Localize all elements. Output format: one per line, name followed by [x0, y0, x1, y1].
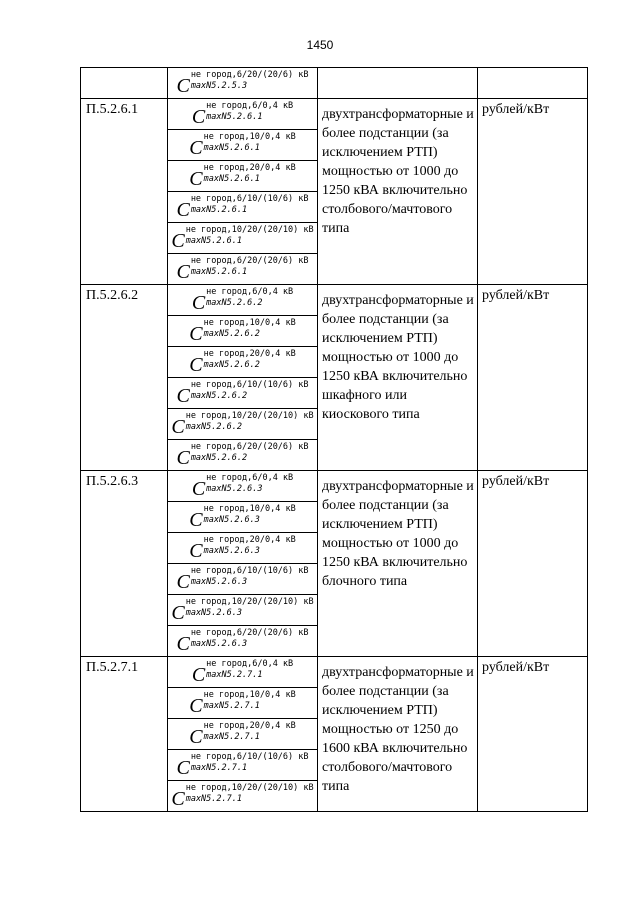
rate-formula	[168, 254, 317, 282]
formula-cell	[168, 192, 318, 223]
formula-symbol: C	[189, 168, 203, 190]
rate-formula	[168, 781, 317, 809]
formula-superscript: не город,10/0,4 кВ	[203, 318, 296, 328]
formula-cell	[168, 68, 318, 99]
formula-subscript: maxN5.2.7.1	[185, 794, 242, 804]
formula-symbol: C	[171, 230, 185, 252]
formula-subscript: maxN5.2.6.1	[190, 267, 248, 277]
formula-symbol: C	[176, 385, 190, 407]
formula-cell	[168, 688, 318, 719]
formula-superscript: не город,6/0,4 кВ	[206, 287, 294, 297]
rate-formula	[168, 595, 317, 623]
formula-subscript: maxN5.2.6.1	[185, 236, 242, 246]
rate-formula	[168, 378, 317, 406]
unit-cell: рублей/кВт	[478, 657, 588, 812]
rate-formula	[168, 99, 317, 127]
description-cell: двухтрансформаторные и более подстанции (за исключением РТП) мощностью от 1000 до 1250 кВА включительно блочного типа	[318, 471, 478, 657]
formula-subscript: maxN5.2.6.2	[203, 329, 260, 339]
formula-superscript: не город,6/0,4 кВ	[206, 101, 294, 111]
formula-symbol: C	[176, 75, 190, 97]
rate-formula	[168, 347, 317, 375]
formula-symbol: C	[189, 137, 203, 159]
formula-subscript: maxN5.2.6.3	[206, 484, 263, 494]
formula-cell	[168, 719, 318, 750]
formula-superscript: не город,10/0,4 кВ	[203, 690, 296, 700]
formula-symbol: C	[189, 354, 203, 376]
unit-cell: рублей/кВт	[478, 99, 588, 285]
formula-subscript: maxN5.2.6.3	[190, 577, 248, 587]
table-row	[81, 285, 588, 316]
formula-symbol: C	[176, 633, 190, 655]
formula-superscript: не город,6/10/(10/6) кВ	[190, 380, 309, 390]
formula-symbol: C	[176, 261, 190, 283]
formula-subscript: maxN5.2.6.3	[203, 546, 260, 556]
formula-symbol: C	[191, 478, 206, 500]
formula-superscript: не город,6/10/(10/6) кВ	[190, 752, 309, 762]
rate-formula	[168, 161, 317, 189]
formula-subscript: maxN5.2.6.3	[203, 515, 260, 525]
formula-superscript: не город,10/20/(20/10) кВ	[185, 783, 314, 793]
formula-symbol: C	[176, 757, 190, 779]
description-cell: двухтрансформаторные и более подстанции (за исключением РТП) мощностью от 1000 до 1250 кВА включительно шкафного или киоскового типа	[318, 285, 478, 471]
rate-formula	[168, 471, 317, 499]
rate-formula	[168, 533, 317, 561]
formula-superscript: не город,20/0,4 кВ	[203, 721, 296, 731]
table-row	[81, 68, 588, 99]
rate-formula	[168, 409, 317, 437]
rate-formula	[168, 688, 317, 716]
formula-subscript: maxN5.2.6.1	[190, 205, 248, 215]
formula-symbol: C	[171, 602, 185, 624]
formula-cell	[168, 99, 318, 130]
formula-subscript: maxN5.2.6.3	[190, 639, 248, 649]
formula-superscript: не город,10/0,4 кВ	[203, 132, 296, 142]
formula-cell	[168, 223, 318, 254]
formula-cell	[168, 130, 318, 161]
formula-cell	[168, 285, 318, 316]
rate-formula	[168, 750, 317, 778]
rate-formula	[168, 316, 317, 344]
formula-superscript: не город,6/10/(10/6) кВ	[190, 194, 309, 204]
formula-superscript: не город,20/0,4 кВ	[203, 163, 296, 173]
code-cell: П.5.2.6.2	[81, 285, 168, 471]
formula-subscript: maxN5.2.7.1	[203, 732, 260, 742]
formula-symbol: C	[171, 416, 185, 438]
rate-formula	[168, 68, 317, 96]
rate-formula	[168, 719, 317, 747]
formula-symbol: C	[176, 199, 190, 221]
description-cell: двухтрансформаторные и более подстанции (за исключением РТП) мощностью от 1250 до 1600 кВА включительно столбового/мачтового типа	[318, 657, 478, 812]
formula-symbol: C	[189, 509, 203, 531]
code-cell: П.5.2.7.1	[81, 657, 168, 812]
formula-cell	[168, 564, 318, 595]
formula-superscript: не город,10/20/(20/10) кВ	[185, 597, 314, 607]
formula-subscript: maxN5.2.6.2	[190, 453, 248, 463]
formula-subscript: maxN5.2.6.3	[185, 608, 242, 618]
formula-subscript: maxN5.2.6.1	[203, 174, 260, 184]
formula-superscript: не город,10/0,4 кВ	[203, 504, 296, 514]
formula-superscript: не город,6/10/(10/6) кВ	[190, 566, 309, 576]
formula-cell	[168, 409, 318, 440]
rate-formula	[168, 130, 317, 158]
formula-cell	[168, 347, 318, 378]
formula-cell	[168, 533, 318, 564]
formula-subscript: maxN5.2.6.2	[185, 422, 242, 432]
code-cell: П.5.2.6.1	[81, 99, 168, 285]
formula-cell	[168, 471, 318, 502]
formula-cell	[168, 254, 318, 285]
formula-subscript: maxN5.2.6.2	[203, 360, 260, 370]
rate-formula	[168, 626, 317, 654]
formula-superscript: не город,6/20/(20/6) кВ	[190, 442, 309, 452]
formula-cell	[168, 440, 318, 471]
formula-symbol: C	[189, 726, 203, 748]
formula-symbol: C	[171, 788, 185, 810]
formula-superscript: не город,20/0,4 кВ	[203, 535, 296, 545]
formula-subscript: maxN5.2.7.1	[190, 763, 248, 773]
description-cell: двухтрансформаторные и более подстанции (за исключением РТП) мощностью от 1000 до 1250 кВА включительно столбового/мачтового типа	[318, 99, 478, 285]
formula-symbol: C	[191, 664, 206, 686]
formula-superscript: не город,20/0,4 кВ	[203, 349, 296, 359]
rate-formula	[168, 192, 317, 220]
formula-symbol: C	[189, 695, 203, 717]
formula-subscript: maxN5.2.6.2	[206, 298, 263, 308]
formula-symbol: C	[189, 323, 203, 345]
formula-subscript: maxN5.2.6.1	[203, 143, 260, 153]
table-row	[81, 471, 588, 502]
rate-formula	[168, 285, 317, 313]
formula-cell	[168, 626, 318, 657]
rate-formula	[168, 657, 317, 685]
formula-cell	[168, 781, 318, 812]
formula-symbol: C	[176, 571, 190, 593]
tariff-table	[80, 67, 588, 812]
formula-subscript: maxN5.2.7.1	[206, 670, 263, 680]
formula-superscript: не город,6/20/(20/6) кВ	[190, 628, 309, 638]
formula-cell	[168, 750, 318, 781]
unit-cell: рублей/кВт	[478, 471, 588, 657]
unit-cell: рублей/кВт	[478, 285, 588, 471]
formula-cell	[168, 378, 318, 409]
formula-symbol: C	[189, 540, 203, 562]
unit-cell	[478, 68, 588, 99]
formula-cell	[168, 595, 318, 626]
table-row	[81, 657, 588, 688]
rate-formula	[168, 440, 317, 468]
rate-formula	[168, 223, 317, 251]
formula-symbol: C	[176, 447, 190, 469]
formula-subscript: maxN5.2.7.1	[203, 701, 260, 711]
code-cell: П.5.2.6.3	[81, 471, 168, 657]
code-cell	[81, 68, 168, 99]
page-number: 1450	[306, 38, 334, 52]
formula-subscript: maxN5.2.5.3	[190, 81, 248, 91]
formula-symbol: C	[191, 292, 206, 314]
formula-superscript: не город,6/0,4 кВ	[206, 659, 294, 669]
description-cell	[318, 68, 478, 99]
formula-superscript: не город,6/20/(20/6) кВ	[190, 70, 309, 80]
formula-superscript: не город,6/20/(20/6) кВ	[190, 256, 309, 266]
formula-superscript: не город,6/0,4 кВ	[206, 473, 294, 483]
formula-superscript: не город,10/20/(20/10) кВ	[185, 411, 314, 421]
formula-superscript: не город,10/20/(20/10) кВ	[185, 225, 314, 235]
rate-formula	[168, 502, 317, 530]
formula-symbol: C	[191, 106, 206, 128]
formula-subscript: maxN5.2.6.1	[206, 112, 263, 122]
formula-cell	[168, 161, 318, 192]
formula-cell	[168, 657, 318, 688]
table-row	[81, 99, 588, 130]
formula-subscript: maxN5.2.6.2	[190, 391, 248, 401]
rate-formula	[168, 564, 317, 592]
formula-cell	[168, 502, 318, 533]
formula-cell	[168, 316, 318, 347]
